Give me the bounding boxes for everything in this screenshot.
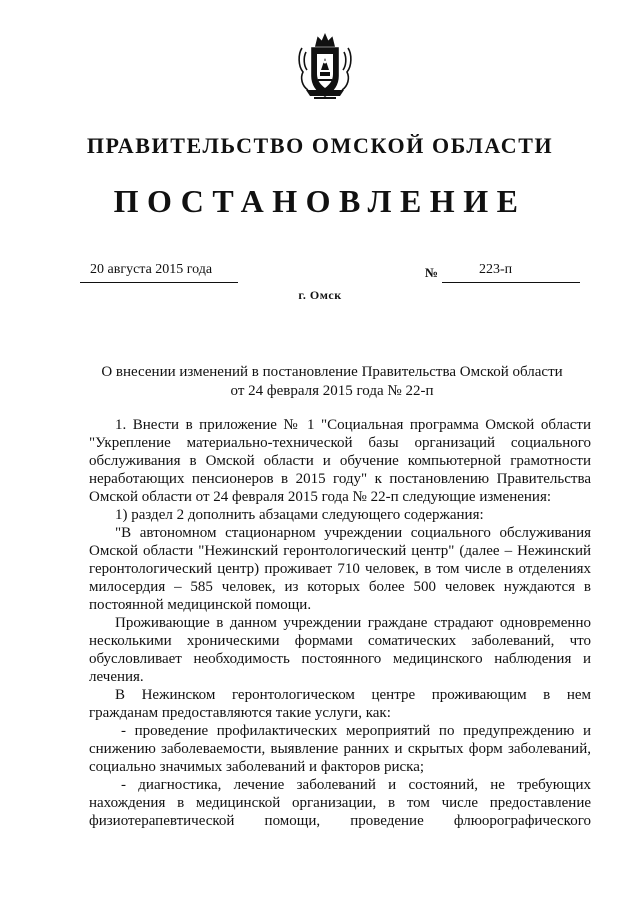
body-line: физиотерапевтической помощи, проведение флюорографического: [89, 813, 591, 829]
city: г. Омск: [298, 288, 342, 302]
body-line: обслуживания в Омской области и обучение компьютерной грамотности: [89, 453, 591, 469]
body-line: снижению заболеваемости, выявление ранних и скрытых форм заболеваний,: [89, 741, 591, 757]
number-field: [442, 262, 580, 283]
body-line: гражданам предоставляются такие услуги, как:: [89, 705, 391, 721]
body-line: Проживающие в данном учреждении граждане страдают одновременно: [115, 615, 591, 631]
body-line: милосердия – 585 человек, из которых более 500 человек нуждаются в: [89, 579, 591, 595]
document-number: 223-п: [479, 262, 513, 277]
omsk-coat-of-arms: [294, 32, 356, 102]
body-line: - проведение профилактических мероприятий по предупреждению и: [121, 723, 591, 739]
document-type: ПОСТАНОВЛЕНИЕ: [113, 183, 527, 219]
document-date: 20 августа 2015 года: [90, 262, 213, 277]
body-line: постоянной медицинской помощи.: [89, 597, 312, 613]
body-line: социально значимых заболеваний и факторов риска;: [89, 759, 425, 775]
body-line: - диагностика, лечение заболеваний и состояний, не требующих: [121, 777, 591, 793]
subject-line: О внесении изменений в постановление Правительства Омской области: [101, 364, 563, 380]
body-line: нахождения в медицинской организации, в том числе предоставление: [89, 795, 591, 811]
number-sign: №: [425, 265, 439, 280]
body-line: неработающих пенсионеров в 2015 году" к постановлению Правительства: [89, 471, 591, 487]
body-line: 1. Внести в приложение № 1 "Социальная программа Омской области: [115, 417, 591, 433]
body-line: геронтологический центр) проживает 710 человек, в том числе в отделениях: [89, 561, 591, 577]
subject-line: от 24 февраля 2015 года № 22-п: [230, 383, 434, 399]
body-line: Омской области "Нежинский геронтологический центр" (далее – Нежинский: [89, 543, 591, 559]
body-line: Омской области от 24 февраля 2015 года № 22-п следующие изменения:: [89, 489, 552, 505]
date-field: [80, 262, 238, 283]
body-line: "Укрепление материально-технической базы организаций социального: [89, 435, 591, 451]
body-line: "В автономном стационарном учреждении социального обслуживания: [115, 525, 591, 541]
government-title: ПРАВИТЕЛЬСТВО ОМСКОЙ ОБЛАСТИ: [86, 133, 554, 158]
body-line: несколькими хроническими формами соматических заболеваний, что: [89, 633, 591, 649]
body-line: лечения.: [89, 669, 144, 685]
body-line: В Нежинском геронтологическом центре проживающим в нем: [115, 687, 591, 703]
body-line: 1) раздел 2 дополнить абзацами следующего содержания:: [115, 507, 484, 523]
body-line: обусловливает необходимость постоянного медицинского наблюдения и: [89, 651, 591, 667]
document-subject: [100, 363, 564, 401]
